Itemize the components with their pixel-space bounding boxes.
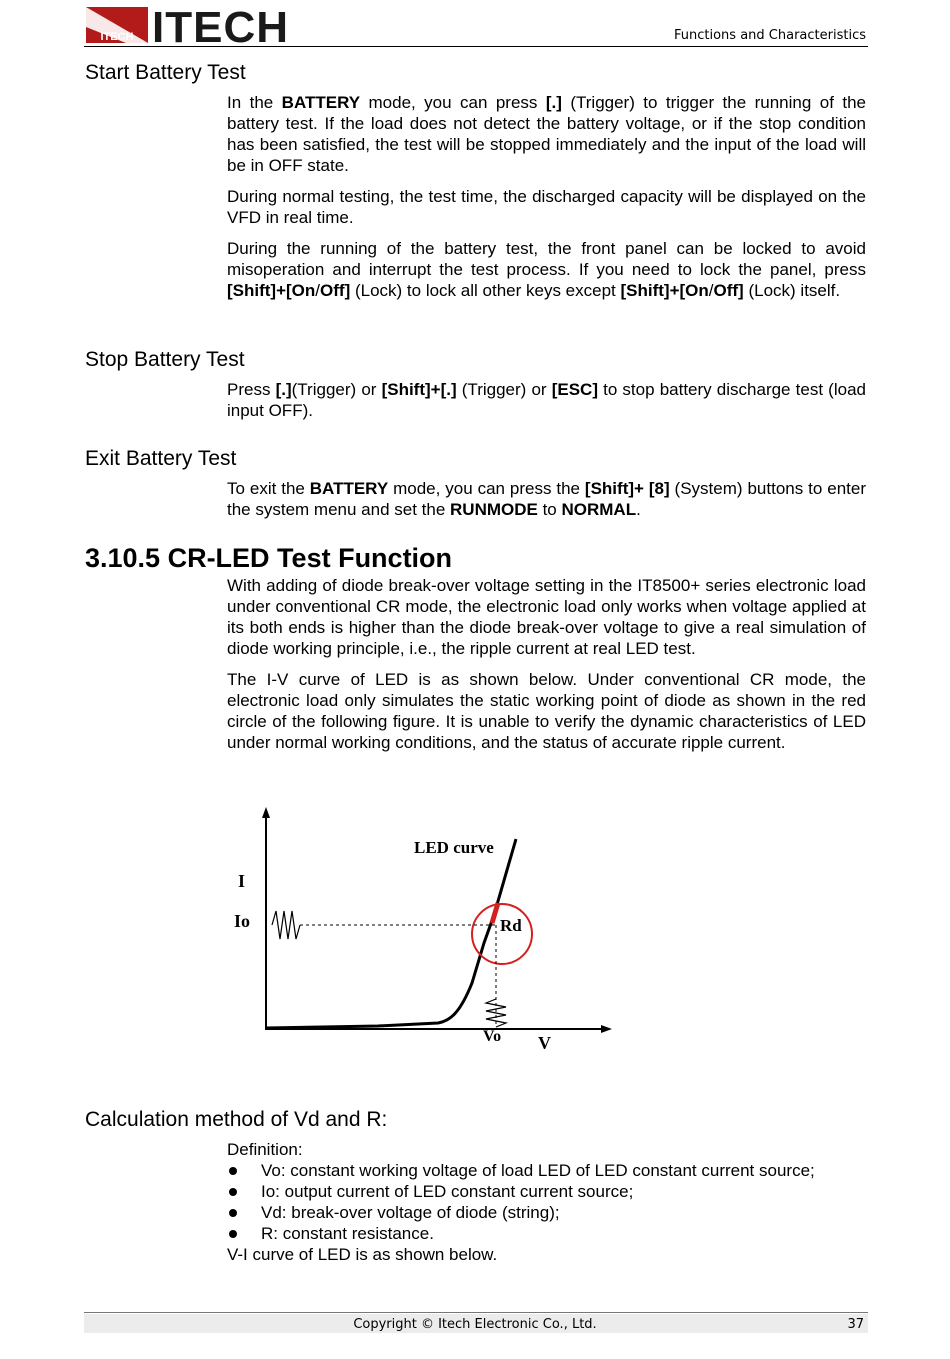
rd-label: Rd bbox=[500, 916, 522, 935]
vo-label: Vo bbox=[483, 1028, 502, 1045]
definition-label: Definition: bbox=[227, 1140, 303, 1159]
current-ripple bbox=[272, 911, 300, 939]
x-axis-label: V bbox=[538, 1033, 551, 1053]
exit-paragraph-1: To exit the BATTERY mode, you can press the [Shift]+ [8] (System) buttons to enter the system menu and set the RUNMODE to NORMAL. bbox=[227, 479, 866, 519]
closing-line: V-I curve of LED is as shown below. bbox=[227, 1245, 498, 1264]
cr-led-body bbox=[227, 575, 866, 763]
svg-text:ITECH: ITECH bbox=[152, 5, 289, 45]
start-paragraph-1: In the BATTERY mode, you can press [.] (Trigger) to trigger the running of the battery test. If the load does not detect the battery voltage, or if the stop condition has been satisfied, the test will be stopped immediately and the input of the load will be in OFF state. bbox=[227, 93, 866, 175]
list-item: R: constant resistance. bbox=[227, 1223, 866, 1244]
cr-led-paragraph-1: With adding of diode break-over voltage setting in the IT8500+ series electronic load under conventional CR mode, the electronic load only works when voltage applied at its both ends is higher than the diode break-over voltage to give a real simulation of diode working principle, i.e., the ripple current at real LED test. bbox=[227, 576, 866, 658]
svg-text:ITECH: ITECH bbox=[100, 31, 134, 43]
start-paragraph-2: During normal testing, the test time, the discharged capacity will be displayed on the VFD in real time. bbox=[227, 187, 866, 227]
start-paragraph-3: During the running of the battery test, the front panel can be locked to avoid misoperation and interrupt the test process. If you need to lock the panel, press [Shift]+[On/Off] (Lock) to lock all other keys except [Shift]+[On/Off] (Lock) itself. bbox=[227, 239, 866, 300]
stop-paragraph-1: Press [.](Trigger) or [Shift]+[.] (Trigger) or [ESC] to stop battery discharge test (load input OFF). bbox=[227, 380, 866, 420]
heading-start-battery-test: Start Battery Test bbox=[85, 61, 246, 84]
itech-logo bbox=[86, 5, 306, 45]
cr-led-paragraph-2: The I-V curve of LED is as shown below. Under conventional CR mode, the electronic load only simulates the static working point of diode as shown in the red circle of the following figure. It is unable to verify the dynamic characteristics of LED under normal working conditions, and the status of accurate ripple current. bbox=[227, 670, 866, 752]
heading-exit-battery-test: Exit Battery Test bbox=[85, 447, 237, 470]
curve-label: LED curve bbox=[414, 838, 494, 857]
footer-copyright: Copyright © Itech Electronic Co., Ltd. bbox=[353, 1317, 597, 1332]
heading-stop-battery-test: Stop Battery Test bbox=[85, 348, 245, 371]
footer-rule bbox=[84, 1312, 868, 1313]
exit-battery-test-body bbox=[227, 478, 866, 530]
x-axis-arrow bbox=[601, 1025, 612, 1033]
heading-cr-led-test-function: 3.10.5 CR-LED Test Function bbox=[85, 543, 453, 573]
y-axis-arrow bbox=[262, 807, 270, 818]
start-battery-test-body bbox=[227, 92, 866, 311]
list-item: Io: output current of LED constant current source; bbox=[227, 1181, 866, 1202]
page-number: 37 bbox=[847, 1317, 864, 1332]
led-curve bbox=[266, 839, 516, 1028]
y-axis-label: I bbox=[238, 871, 246, 891]
heading-calculation-method: Calculation method of Vd and R: bbox=[85, 1108, 388, 1131]
section-header: Functions and Characteristics bbox=[674, 28, 866, 43]
led-iv-curve-figure bbox=[228, 803, 618, 1063]
list-item: Vd: break-over voltage of diode (string); bbox=[227, 1202, 866, 1223]
definition-list bbox=[227, 1160, 866, 1244]
list-item: Vo: constant working voltage of load LED of LED constant current source; bbox=[227, 1160, 866, 1181]
stop-battery-test-body bbox=[227, 379, 866, 431]
header-rule bbox=[84, 46, 868, 47]
io-label: Io bbox=[234, 911, 251, 931]
calculation-body bbox=[227, 1139, 866, 1265]
